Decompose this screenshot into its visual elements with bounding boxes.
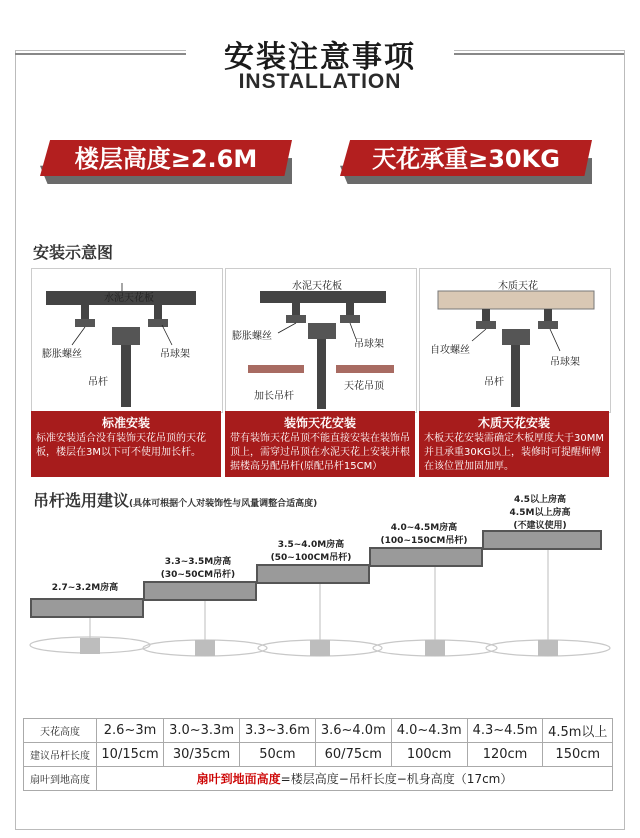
formula-cell (97, 767, 613, 791)
rod-section-heading: 吊杆选用建议 (33, 491, 130, 510)
table-cell: 60/75cm (315, 743, 391, 767)
anchor-label: 自攻螺丝 (430, 345, 470, 356)
table-cell: 3.3~3.6m (239, 719, 315, 743)
bracket-label: 吊球架 (550, 357, 580, 368)
ceiling-load-text: 天花承重≥30KG (372, 145, 560, 173)
ceiling-label: 水泥天花板 (104, 293, 154, 304)
step-label-line1: 3.3~3.5M房高 (164, 557, 232, 567)
false-ceiling-label: 天花吊顶 (344, 381, 384, 392)
ceiling-label: 木质天花 (498, 281, 538, 292)
table-cell: 2.6~3m (97, 719, 164, 743)
table-cell: 4.0~4.3m (391, 719, 467, 743)
caption-body: 标准安装适合没有装饰天花吊顶的天花板，楼层在3M以下可不使用加长杆。 (36, 433, 206, 458)
table-cell: 100cm (391, 743, 467, 767)
floor-height-text: 楼层高度≥2.6M (74, 145, 258, 173)
table-cell: 50cm (239, 743, 315, 767)
step-1-label (30, 580, 140, 593)
table-cell: 4.5m以上 (543, 719, 613, 743)
row-header: 天花高度 (24, 719, 97, 743)
caption-title: 标准安装 (101, 416, 150, 430)
row-header: 扇叶到地高度 (24, 767, 97, 791)
table-cell: 120cm (467, 743, 543, 767)
step-label-line1: 2.7~3.2M房高 (51, 583, 119, 593)
table-row (24, 743, 613, 767)
step-label-line0: 4.5以上房高 (514, 495, 566, 505)
table-row (24, 719, 613, 743)
step-5-label (482, 492, 598, 531)
table-cell: 150cm (543, 743, 613, 767)
page-title: 安装注意事项 (224, 40, 416, 75)
step-2 (143, 581, 257, 601)
formula-highlight: 扇叶到地面高度 (196, 772, 281, 786)
step-1 (30, 598, 144, 618)
step-label-line2: (不建议使用) (513, 521, 567, 531)
step-label-line2: (30~50CM吊杆) (160, 570, 236, 580)
step-3-label (256, 537, 366, 563)
rod-label: 吊杆 (484, 377, 504, 388)
table-row (24, 767, 613, 791)
diagram-section-title: 安装示意图 (33, 243, 114, 262)
table-cell: 3.0~3.3m (164, 719, 240, 743)
ceiling-label: 水泥天花板 (292, 281, 342, 292)
table-cell: 4.3~4.5m (467, 719, 543, 743)
bracket-label: 吊球架 (160, 349, 190, 360)
table-cell: 30/35cm (164, 743, 240, 767)
step-2-label (143, 554, 253, 580)
table-cell: 10/15cm (97, 743, 164, 767)
caption-body: 木板天花安装需确定木板厚度大于30MM并且承重30KG以上，装修时可提醒师傅在该位置加固加厚。 (424, 433, 604, 472)
caption-title: 木质天花安装 (477, 416, 550, 430)
rod-label: 吊杆 (88, 377, 108, 388)
caption-title: 装饰天花安装 (283, 416, 356, 430)
row-header: 建议吊杆长度 (24, 743, 97, 767)
step-label-line2: (100~150CM吊杆) (380, 536, 468, 546)
step-5 (482, 530, 602, 550)
step-4-label (369, 520, 479, 546)
rod-spec-table (23, 718, 613, 791)
step-label-line1: 4.0~4.5M房高 (390, 523, 458, 533)
step-3 (256, 564, 370, 584)
formula-text: =楼层高度−吊杆长度−机身高度（17cm） (280, 772, 513, 786)
caption-body: 带有装饰天花吊顶不能直接安装在装饰吊顶上，需穿过吊顶在水泥天花上安装并根据楼高另配吊杆(原配吊杆15CM） (230, 433, 410, 472)
step-4 (369, 547, 483, 567)
bracket-label: 吊球架 (354, 339, 384, 350)
step-label-line2: (50~100CM吊杆) (270, 553, 352, 563)
rod-section-note: (具体可根据个人对装饰性与风量调整合适高度) (129, 499, 318, 509)
anchor-label: 膨胀螺丝 (42, 349, 82, 360)
step-label-line1: 4.5M以上房高 (509, 508, 571, 518)
rod-label: 加长吊杆 (254, 391, 294, 402)
anchor-label: 膨胀螺丝 (232, 331, 272, 342)
page-subtitle: INSTALLATION (238, 70, 402, 93)
table-cell: 3.6~4.0m (315, 719, 391, 743)
step-label-line1: 3.5~4.0M房高 (277, 540, 345, 550)
